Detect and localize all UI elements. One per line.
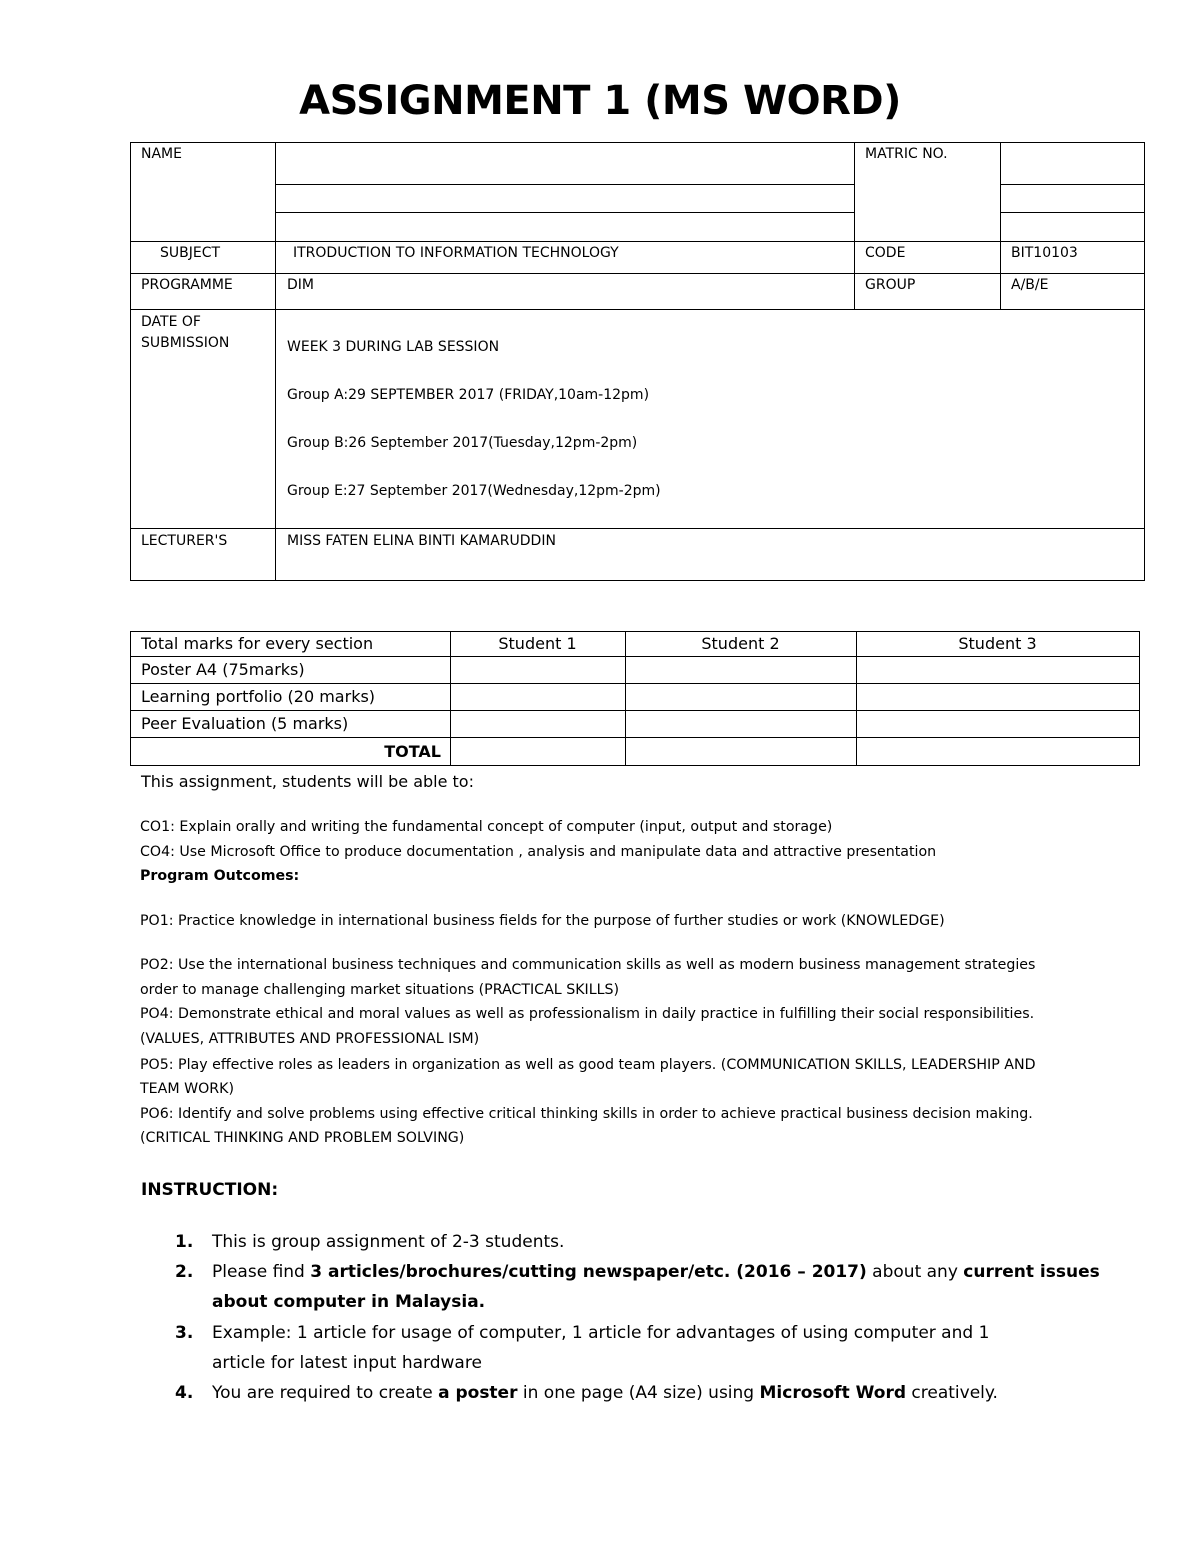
date-label-line1: DATE OF	[141, 314, 201, 330]
item-text: Please find 3 articles/brochures/cutting newspaper/etc. (2016 – 2017) about any current issues	[212, 1262, 1100, 1282]
marks-header-student2: Student 2	[701, 634, 780, 653]
mark-cell[interactable]	[626, 684, 856, 710]
name-field-3[interactable]	[276, 213, 854, 241]
marks-row-label: Poster A4 (75marks)	[141, 660, 305, 679]
lecturer-label: LECTURER'S	[141, 533, 228, 549]
po-line: PO6: Identify and solve problems using effective critical thinking skills in order to achieve practical business decision making.	[140, 1106, 1033, 1122]
mark-cell[interactable]	[451, 657, 625, 683]
group-value: A/B/E	[1011, 277, 1049, 293]
item-text: about computer in Malaysia.	[212, 1292, 486, 1312]
subject-label: SUBJECT	[160, 245, 221, 261]
date-line: Group A:29 SEPTEMBER 2017 (FRIDAY,10am-12pm)	[287, 387, 650, 403]
item-text: You are required to create a poster in one page (A4 size) using Microsoft Word creatively.	[212, 1383, 998, 1403]
subject-value: ITRODUCTION TO INFORMATION TECHNOLOGY	[293, 245, 619, 261]
page-title: ASSIGNMENT 1 (MS WORD)	[299, 78, 901, 124]
mark-cell[interactable]	[626, 738, 856, 765]
po-line: (VALUES, ATTRIBUTES AND PROFESSIONAL ISM)	[140, 1031, 480, 1047]
name-field-1[interactable]	[276, 143, 854, 184]
marks-header-student3: Student 3	[958, 634, 1037, 653]
po-line: PO5: Play effective roles as leaders in organization as well as good team players. (COMMUNICATION SKILLS, LEADERSHIP AND	[140, 1057, 1036, 1073]
item-text: article for latest input hardware	[212, 1353, 482, 1373]
po-line: PO1: Practice knowledge in international business fields for the purpose of further studies or work (KNOWLEDGE)	[140, 913, 945, 929]
matric-field-3[interactable]	[1001, 213, 1144, 241]
outcomes-intro: This assignment, students will be able to:	[141, 772, 474, 791]
marks-row-label: Learning portfolio (20 marks)	[141, 687, 376, 706]
date-line: Group E:27 September 2017(Wednesday,12pm-2pm)	[287, 483, 661, 499]
date-line: Group B:26 September 2017(Tuesday,12pm-2pm)	[287, 435, 638, 451]
po-line: TEAM WORK)	[140, 1081, 234, 1097]
programme-value: DIM	[287, 277, 314, 293]
mark-cell[interactable]	[451, 738, 625, 765]
item-number: 3.	[175, 1323, 194, 1343]
po-line: (CRITICAL THINKING AND PROBLEM SOLVING)	[140, 1130, 465, 1146]
mark-cell[interactable]	[451, 711, 625, 737]
co-line: CO1: Explain orally and writing the fundamental concept of computer (input, output and storage)	[140, 819, 833, 835]
mark-cell[interactable]	[857, 657, 1139, 683]
date-label-line2: SUBMISSION	[141, 335, 230, 351]
code-label: CODE	[865, 245, 906, 261]
marks-total-label: TOTAL	[384, 742, 441, 761]
po-line: PO4: Demonstrate ethical and moral values as well as professionalism in daily practice in fulfilling their social responsibilities.	[140, 1006, 1035, 1022]
po-heading: Program Outcomes:	[140, 868, 300, 884]
marks-header-student1: Student 1	[498, 634, 577, 653]
matric-field-1[interactable]	[1001, 143, 1144, 184]
group-label: GROUP	[865, 277, 916, 293]
mark-cell[interactable]	[857, 684, 1139, 710]
marks-row-label: Peer Evaluation (5 marks)	[141, 714, 349, 733]
matric-label: MATRIC NO.	[865, 146, 948, 162]
po-line: PO2: Use the international business techniques and communication skills as well as modern business management strategies	[140, 957, 1036, 973]
mark-cell[interactable]	[857, 738, 1139, 765]
mark-cell[interactable]	[857, 711, 1139, 737]
mark-cell[interactable]	[626, 657, 856, 683]
co-line: CO4: Use Microsoft Office to produce documentation , analysis and manipulate data and attractive presentation	[140, 844, 937, 860]
programme-label: PROGRAMME	[141, 277, 233, 293]
matric-field-2[interactable]	[1001, 185, 1144, 212]
date-line: WEEK 3 DURING LAB SESSION	[287, 339, 500, 355]
item-number: 2.	[175, 1262, 194, 1282]
mark-cell[interactable]	[626, 711, 856, 737]
item-text: This is group assignment of 2-3 students.	[212, 1232, 565, 1252]
name-label: NAME	[141, 146, 182, 162]
marks-header-section: Total marks for every section	[141, 634, 374, 653]
code-value: BIT10103	[1011, 245, 1078, 261]
item-text: Example: 1 article for usage of computer, 1 article for advantages of using computer and 1	[212, 1323, 990, 1343]
lecturer-value: MISS FATEN ELINA BINTI KAMARUDDIN	[287, 533, 556, 549]
item-number: 1.	[175, 1232, 194, 1252]
mark-cell[interactable]	[451, 684, 625, 710]
instruction-heading: INSTRUCTION:	[141, 1180, 279, 1200]
po-line: order to manage challenging market situations (PRACTICAL SKILLS)	[140, 982, 620, 998]
name-field-2[interactable]	[276, 185, 854, 212]
item-number: 4.	[175, 1383, 194, 1403]
